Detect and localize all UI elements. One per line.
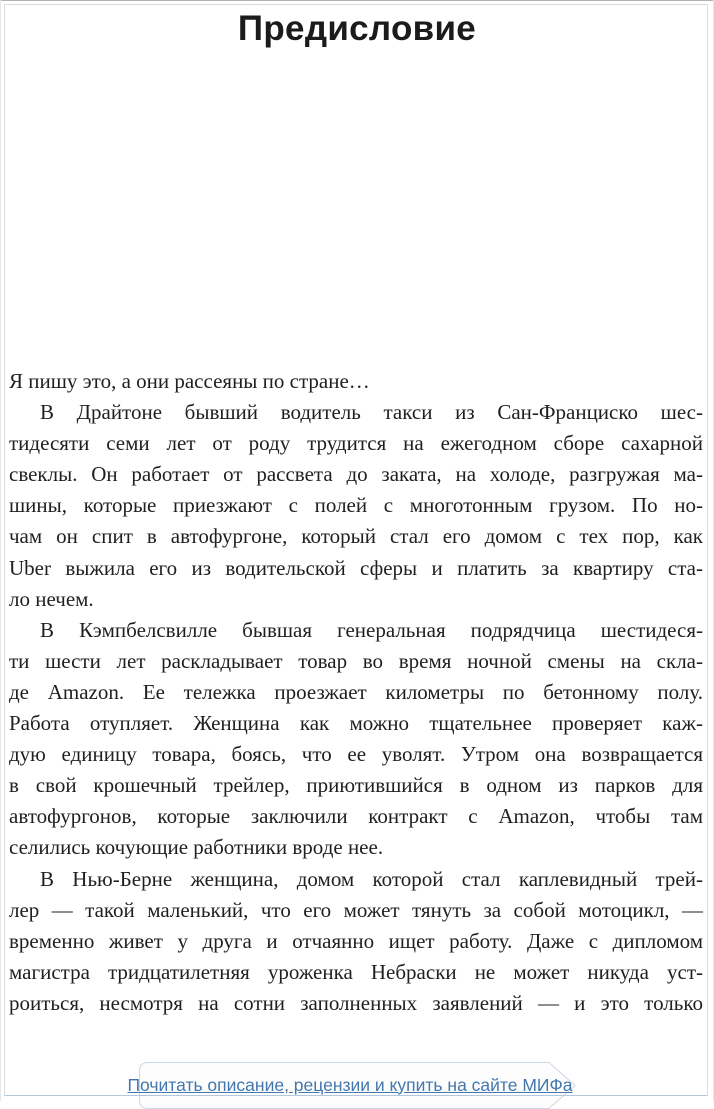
text-line: автофургонов, которые заключили контракт с Amazon, чтобы там bbox=[9, 804, 703, 829]
text-line: роиться, несмотря на сотни заполненных заявлений — и это только bbox=[9, 990, 703, 1015]
chapter-body bbox=[9, 366, 703, 1019]
text-line: лер — такой маленький, что его может тянуть за собой мотоцикл, — bbox=[9, 897, 703, 922]
text-line: Uber выжила его из водительской сферы и платить за квартиру ста- bbox=[9, 555, 703, 580]
text-line: шины, которые приезжают с полей с многотонным грузом. По но- bbox=[9, 493, 703, 518]
paragraph bbox=[9, 864, 703, 1019]
footer-link-banner[interactable] bbox=[127, 1062, 576, 1109]
text-line: магистра тридцатилетняя уроженка Небраски не может никуда уст- bbox=[9, 959, 703, 984]
text-line: В Кэмпбелсвилле бывшая генеральная подрядчица шестидеся- bbox=[40, 617, 703, 642]
text-line: свеклы. Он работает от рассвета до заката, на холоде, разгружая ма- bbox=[9, 462, 703, 487]
viewport-left-edge bbox=[0, 0, 1, 1101]
text-line: В Драйтоне бывший водитель такси из Сан-Франциско шес- bbox=[40, 400, 703, 425]
buy-link[interactable]: Почитать описание, рецензии и купить на сайте МИФа bbox=[127, 1074, 573, 1095]
text-line: временно живет у друга и отчаянно ищет работу. Даже с дипломом bbox=[9, 928, 703, 953]
text-line: тидесяти семи лет от роду трудится на ежегодном сборе сахарной bbox=[9, 431, 703, 456]
text-line: селились кочующие работники вроде нее. bbox=[9, 835, 384, 860]
text-line: В Нью-Берне женщина, домом которой стал каплевидный трей- bbox=[40, 866, 703, 891]
text-line: в свой крошечный трейлер, приютившийся в одном из парков для bbox=[9, 773, 703, 798]
text-line: Работа отупляет. Женщина как можно тщательнее проверяет каж- bbox=[9, 711, 703, 736]
text-line: де Amazon. Ее тележка проезжает километры по бетонному полу. bbox=[9, 679, 703, 704]
chapter-title: Предисловие bbox=[237, 9, 477, 48]
paragraph bbox=[9, 366, 703, 397]
viewport-top-edge bbox=[0, 0, 714, 1]
text-line: ти шести лет раскладывает товар во время ночной смены на скла- bbox=[9, 648, 703, 673]
text-line: ло нечем. bbox=[9, 586, 94, 611]
paragraph bbox=[9, 397, 703, 615]
paragraph bbox=[9, 615, 703, 864]
text-line: чам он спит в автофургоне, который стал его домом с тех пор, как bbox=[9, 524, 703, 549]
text-line: Я пишу это, а они рассеяны по стране… bbox=[9, 369, 370, 393]
text-line: дую единицу товара, боясь, что ее уволят. Утром она возвращается bbox=[9, 742, 703, 767]
